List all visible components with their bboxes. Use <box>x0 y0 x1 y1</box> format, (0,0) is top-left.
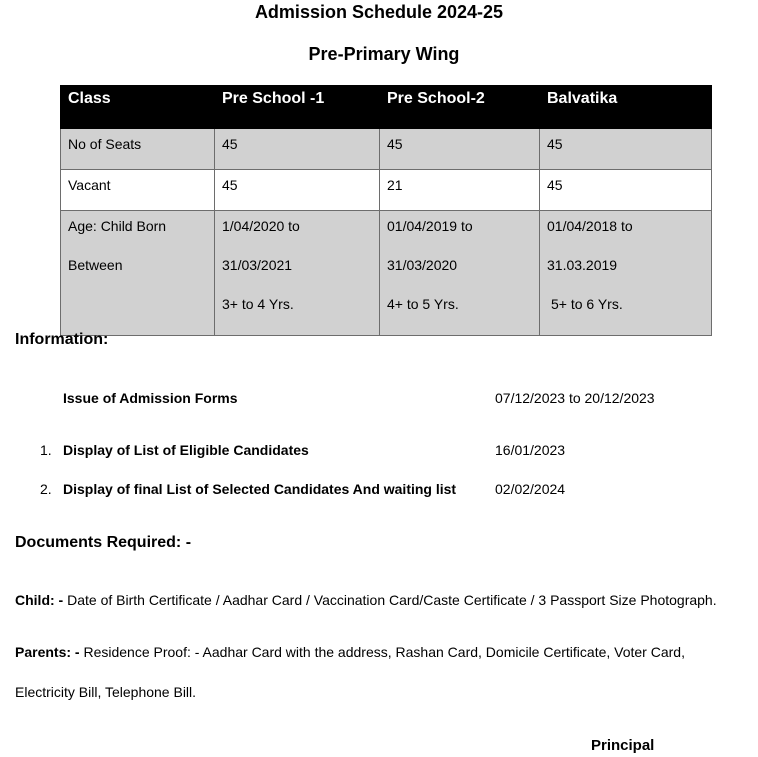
age-cell-pre-school-1 <box>215 211 380 336</box>
vacant-value: 21 <box>380 170 540 211</box>
info-label: Issue of Admission Forms <box>63 390 238 406</box>
age-range: 5+ to 6 Yrs. <box>551 296 623 312</box>
parents-documents <box>15 644 685 660</box>
table-header-row <box>61 86 712 129</box>
vacant-value: 45 <box>540 170 712 211</box>
principal-signature: Principal <box>591 737 655 754</box>
child-documents <box>15 592 717 608</box>
info-number: 2. <box>40 481 52 497</box>
documents-heading: Documents Required: - <box>15 534 192 551</box>
info-item <box>0 481 758 501</box>
info-item <box>0 390 758 410</box>
table-row-vacant <box>61 170 712 211</box>
parents-documents-continued: Electricity Bill, Telephone Bill. <box>15 684 197 700</box>
age-label-line: Between <box>68 257 123 273</box>
age-label-line: Age: Child Born <box>68 218 167 234</box>
seats-value: 45 <box>540 129 712 170</box>
header-balvatika: Balvatika <box>540 86 712 129</box>
info-item <box>0 442 758 462</box>
parents-label: Parents: - <box>15 644 80 660</box>
age-to: 31/03/2021 <box>222 257 293 273</box>
age-to: 31/03/2020 <box>387 257 458 273</box>
info-label: Display of List of Eligible Candidates <box>63 442 309 458</box>
age-to: 31.03.2019 <box>547 257 618 273</box>
child-text: Date of Birth Certificate / Aadhar Card / Vaccination Card/Caste Certificate / 3 Passport Size Photograph. <box>67 592 717 608</box>
header-pre-school-1: Pre School -1 <box>215 86 380 129</box>
header-class: Class <box>61 86 215 129</box>
parents-text: Residence Proof: - Aadhar Card with the address, Rashan Card, Domicile Certificate, Voter Card, <box>83 644 685 660</box>
child-label: Child: - <box>15 592 64 608</box>
info-date: 07/12/2023 to 20/12/2023 <box>495 390 655 406</box>
information-heading: Information: <box>15 331 109 348</box>
age-from: 01/04/2019 to <box>387 218 473 234</box>
seats-label: No of Seats <box>61 129 215 170</box>
info-label: Display of final List of Selected Candidates And waiting list <box>63 481 457 497</box>
age-label <box>61 211 215 336</box>
vacant-value: 45 <box>215 170 380 211</box>
table-row-age <box>61 211 712 336</box>
seats-value: 45 <box>380 129 540 170</box>
seats-value: 45 <box>215 129 380 170</box>
age-range: 4+ to 5 Yrs. <box>387 296 459 312</box>
info-date: 02/02/2024 <box>495 481 566 497</box>
document-subtitle: Pre-Primary Wing <box>308 44 460 64</box>
admission-schedule-table <box>60 85 712 336</box>
age-from: 01/04/2018 to <box>547 218 633 234</box>
age-cell-balvatika <box>540 211 712 336</box>
table-row-seats <box>61 129 712 170</box>
vacant-label: Vacant <box>61 170 215 211</box>
document-title: Admission Schedule 2024-25 <box>254 2 504 22</box>
header-pre-school-2: Pre School-2 <box>380 86 540 129</box>
info-number: 1. <box>40 442 52 458</box>
age-cell-pre-school-2 <box>380 211 540 336</box>
age-from: 1/04/2020 to <box>222 218 300 234</box>
info-date: 16/01/2023 <box>495 442 566 458</box>
age-range: 3+ to 4 Yrs. <box>222 296 294 312</box>
